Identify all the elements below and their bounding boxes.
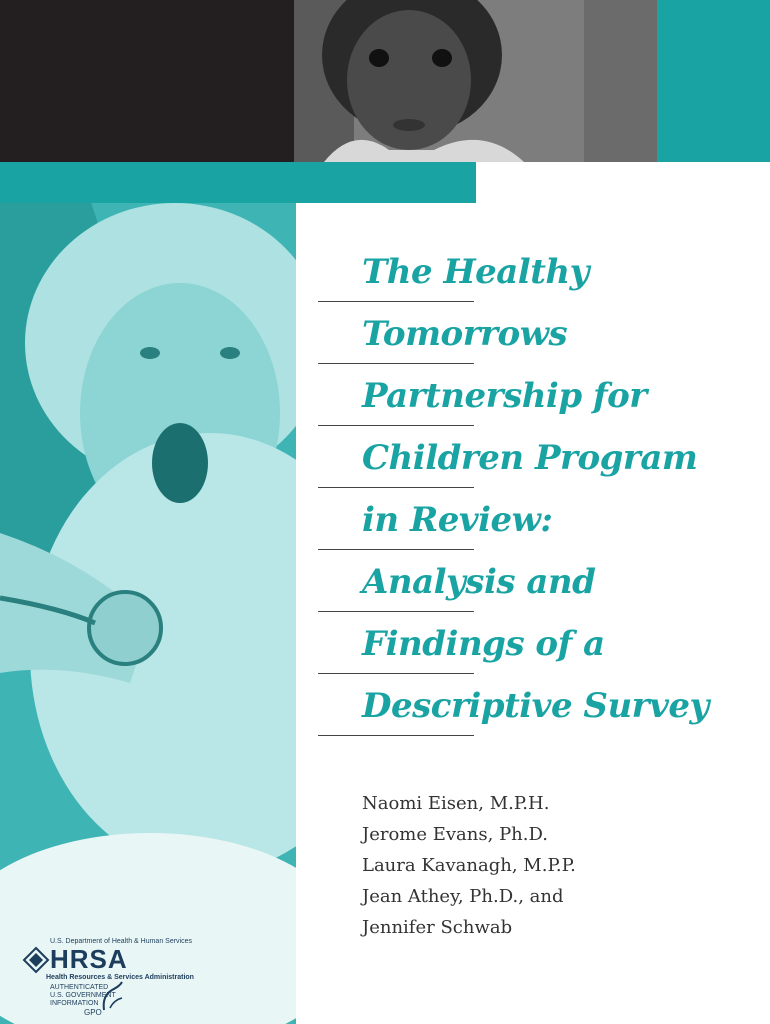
title-rule [318,487,474,488]
title-line [362,308,762,370]
department-name: U.S. Department of Health & Human Services [50,938,193,945]
title-rule [318,301,474,302]
title-line [362,556,762,618]
author-name: Laura Kavanagh, M.P.P. [362,855,576,876]
title-rule [318,549,474,550]
author-name: Naomi Eisen, M.P.H. [362,793,550,814]
baby-stethoscope-photo [0,203,296,1024]
title-line-text: Analysis and [362,562,596,602]
title-line [362,618,762,680]
title-line-text: Partnership for [362,376,647,416]
author-list [362,788,576,943]
title-rule [318,735,474,736]
gpo-line: INFORMATION [50,1000,99,1007]
title-line-text: Tomorrows [362,314,568,354]
teal-accent-band [0,162,476,203]
gpo-line: U.S. GOVERNMENT [50,992,116,999]
title-rule [318,363,474,364]
title-rule [318,673,474,674]
teal-corner-block [657,0,770,162]
hrsa-wordmark: HRSA [50,944,128,974]
title-rule [318,425,474,426]
hhs-emblem-icon [22,946,50,974]
author-name: Jean Athey, Ph.D., and [362,886,564,907]
title-line-text: in Review: [362,500,553,540]
title-line [362,432,762,494]
report-title [362,246,762,742]
black-header-band [0,0,294,162]
title-line [362,680,762,742]
title-line [362,246,762,308]
title-line [362,494,762,556]
author-name: Jerome Evans, Ph.D. [362,824,549,845]
author-name: Jennifer Schwab [362,917,513,938]
agency-name: Health Resources & Services Administration [46,974,194,981]
toddler-photo [294,0,657,162]
title-rule [318,611,474,612]
gpo-seal-icon [100,980,126,1014]
title-line-text: Children Program [362,438,698,478]
title-line-text: Descriptive Survey [362,686,709,726]
title-line [362,370,762,432]
title-line-text: The Healthy [362,252,589,292]
hrsa-logo [22,938,194,1018]
gpo-mark: GPO [84,1008,102,1017]
gpo-line: AUTHENTICATED [50,984,109,991]
title-line-text: Findings of a [362,624,605,664]
